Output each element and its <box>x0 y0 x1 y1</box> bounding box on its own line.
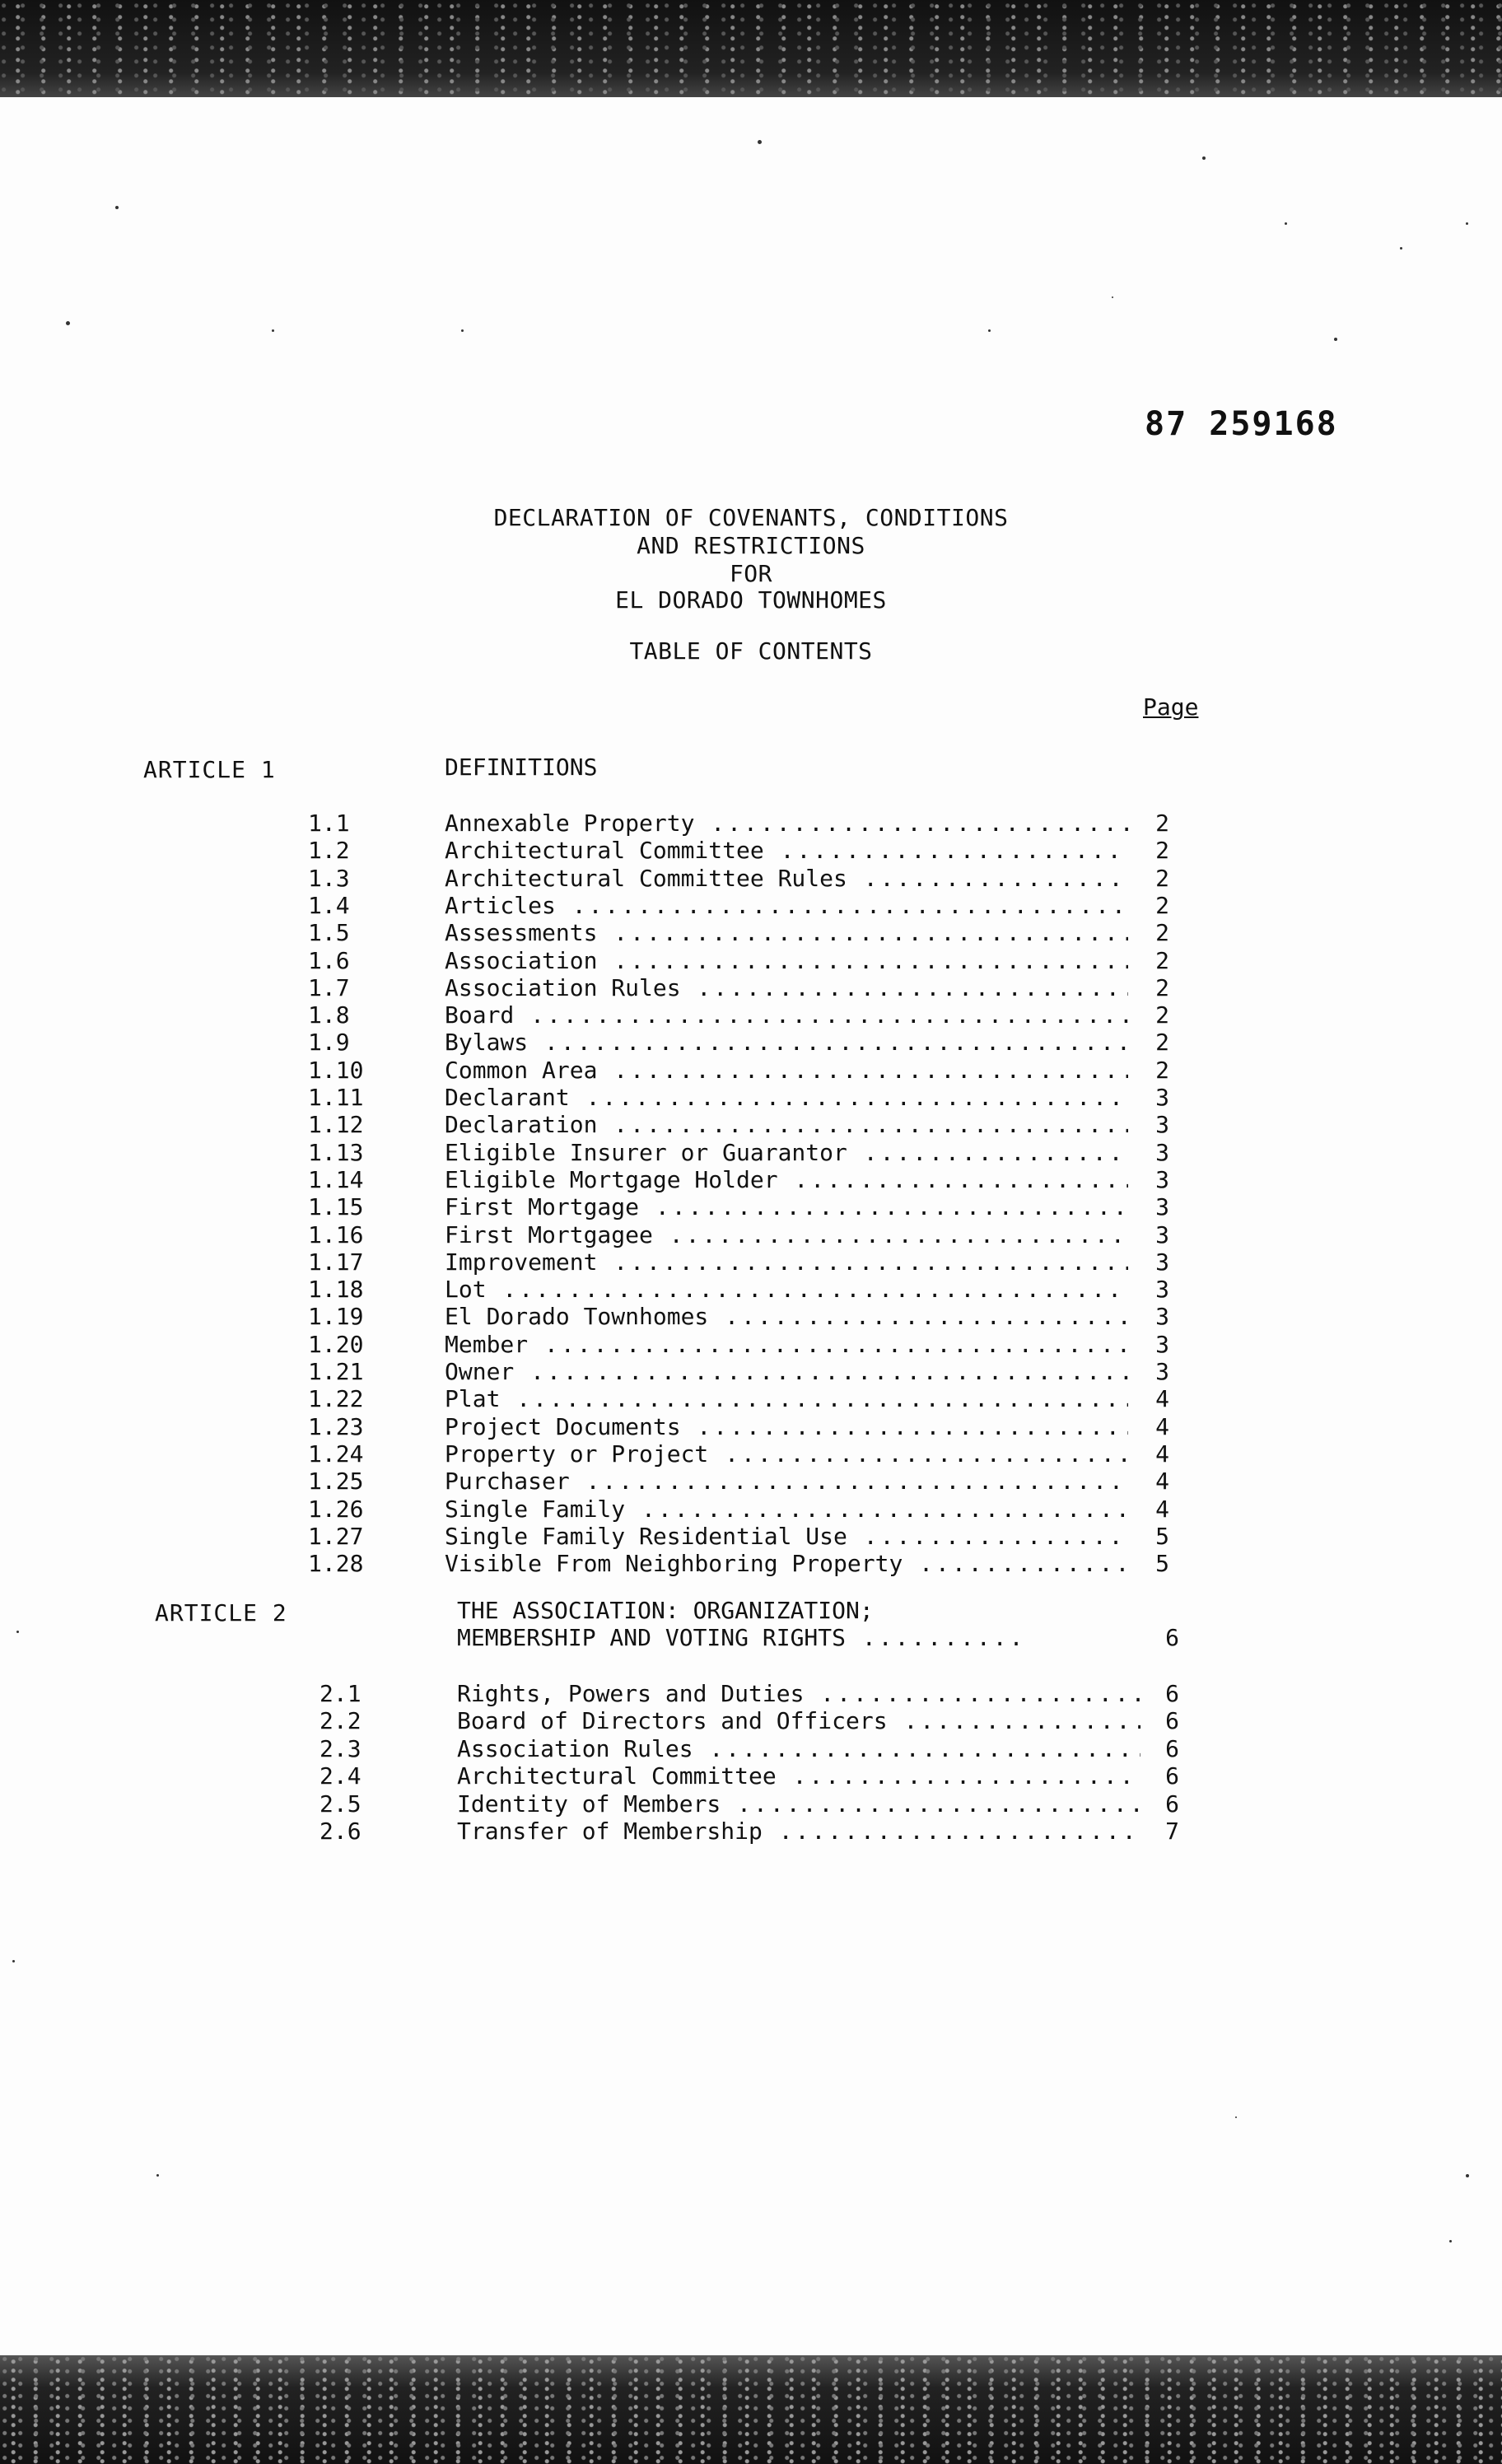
section-title: Common Area ..... <box>445 1057 1128 1084</box>
section-title: Bylaws ..... <box>445 1029 1128 1056</box>
title-line: EL DORADO TOWNHOMES <box>615 586 887 614</box>
page-number: 2 <box>1155 1029 1169 1057</box>
section-title: Member ..... <box>445 1331 1128 1358</box>
section-number: 2.3 <box>320 1734 362 1762</box>
page-number: 3 <box>1155 1276 1169 1304</box>
scan-speck <box>1202 156 1206 160</box>
page-number: 4 <box>1155 1385 1169 1413</box>
section-number: 2.4 <box>320 1762 362 1790</box>
section-title: Lot ..... <box>445 1276 1128 1303</box>
section-number: 1.1 <box>308 810 350 837</box>
section-number: 1.21 <box>308 1358 364 1385</box>
section-title: Single Family ..... <box>445 1496 1128 1523</box>
section-number: 1.8 <box>308 1001 350 1029</box>
article-heading-line: THE ASSOCIATION: ORGANIZATION; <box>457 1597 874 1624</box>
article-label: ARTICLE 2 <box>155 1599 287 1626</box>
page-number: 2 <box>1155 973 1169 1001</box>
section-title: Annexable Property ..... <box>445 810 1128 837</box>
section-title: Association Rules ..... <box>457 1735 1140 1762</box>
scan-border-bottom <box>0 2355 1502 2464</box>
section-number: 1.15 <box>308 1193 364 1221</box>
page-number: 3 <box>1155 1193 1169 1221</box>
title-line: AND RESTRICTIONS <box>637 532 865 559</box>
page-number: 2 <box>1155 891 1169 919</box>
scan-speck <box>16 1631 19 1633</box>
article-heading-line: DEFINITIONS <box>445 754 598 781</box>
scan-speck <box>1334 338 1337 341</box>
page-number: 2 <box>1155 837 1169 865</box>
section-title: Rights, Powers and Duties ..... <box>457 1680 1140 1707</box>
page-number: 4 <box>1155 1468 1169 1496</box>
page-number: 7 <box>1165 1818 1179 1845</box>
page-number: 3 <box>1155 1111 1169 1139</box>
scan-speck <box>1466 222 1468 225</box>
page-number: 5 <box>1155 1550 1169 1578</box>
section-number: 1.26 <box>308 1495 364 1523</box>
page-number: 2 <box>1155 810 1169 837</box>
section-title: Declarant ..... <box>445 1084 1128 1111</box>
toc-title: TABLE OF CONTENTS <box>629 637 873 665</box>
section-title: First Mortgage ..... <box>445 1193 1128 1220</box>
scan-speck <box>988 329 991 332</box>
section-title: Board ..... <box>445 1001 1128 1029</box>
page-number: 6 <box>1165 1762 1179 1790</box>
title-line: DECLARATION OF COVENANTS, CONDITIONS <box>493 504 1009 531</box>
section-number: 1.11 <box>308 1084 364 1111</box>
section-number: 1.9 <box>308 1029 350 1057</box>
scan-speck <box>1112 296 1113 298</box>
section-number: 1.6 <box>308 946 350 974</box>
section-number: 1.25 <box>308 1468 364 1496</box>
section-number: 1.18 <box>308 1276 364 1304</box>
page-number: 6 <box>1165 1707 1179 1735</box>
section-number: 1.3 <box>308 864 350 892</box>
section-title: Architectural Committee ..... <box>457 1762 1140 1790</box>
page-number: 2 <box>1155 1001 1169 1029</box>
page-number: 3 <box>1155 1084 1169 1111</box>
article-heading-page: 6 <box>1165 1624 1179 1651</box>
scan-speck <box>272 329 274 332</box>
page-number: 4 <box>1155 1412 1169 1440</box>
page-column-header: Page <box>1143 693 1199 721</box>
page-number: 2 <box>1155 864 1169 892</box>
page-number: 3 <box>1155 1248 1169 1276</box>
page-number: 5 <box>1155 1522 1169 1550</box>
section-title: Assessments ..... <box>445 919 1128 946</box>
document-number: 87 259168 <box>1145 405 1338 443</box>
page-number: 6 <box>1165 1790 1179 1818</box>
section-title: Declaration ..... <box>445 1111 1128 1138</box>
section-title: Owner ..... <box>445 1358 1128 1385</box>
scan-speck <box>12 1960 15 1962</box>
section-number: 1.7 <box>308 973 350 1001</box>
section-title: Architectural Committee Rules ..... <box>445 865 1128 892</box>
section-title: Transfer of Membership ..... <box>457 1818 1140 1845</box>
section-number: 1.4 <box>308 891 350 919</box>
section-title: Board of Directors and Officers ..... <box>457 1707 1140 1734</box>
section-number: 1.16 <box>308 1220 364 1248</box>
page-number: 3 <box>1155 1330 1169 1358</box>
page-number: 3 <box>1155 1220 1169 1248</box>
page-number: 4 <box>1155 1495 1169 1523</box>
section-title: Improvement ..... <box>445 1248 1128 1276</box>
section-number: 1.12 <box>308 1111 364 1139</box>
section-number: 1.14 <box>308 1165 364 1193</box>
page-number: 2 <box>1155 919 1169 947</box>
scan-speck <box>758 140 762 144</box>
page-number: 4 <box>1155 1440 1169 1468</box>
page-number: 3 <box>1155 1165 1169 1193</box>
section-title: Eligible Insurer or Guarantor ..... <box>445 1139 1128 1166</box>
section-title: Property or Project ..... <box>445 1440 1128 1468</box>
section-number: 2.1 <box>320 1680 362 1707</box>
section-title: Association Rules ..... <box>445 974 1128 1001</box>
section-number: 1.20 <box>308 1330 364 1358</box>
section-title: Project Documents ..... <box>445 1413 1128 1440</box>
section-number: 1.27 <box>308 1522 364 1550</box>
section-title: Identity of Members ..... <box>457 1790 1140 1818</box>
page-number: 3 <box>1155 1303 1169 1331</box>
section-number: 2.6 <box>320 1818 362 1845</box>
page-number: 2 <box>1155 946 1169 974</box>
scan-speck <box>156 2174 159 2177</box>
section-title: Association ..... <box>445 947 1128 974</box>
section-number: 1.19 <box>308 1303 364 1331</box>
section-number: 1.24 <box>308 1440 364 1468</box>
scan-speck <box>1285 222 1287 225</box>
page-number: 3 <box>1155 1138 1169 1166</box>
page-number: 6 <box>1165 1734 1179 1762</box>
section-title: Visible From Neighboring Property ..... <box>445 1550 1128 1577</box>
section-title: Eligible Mortgage Holder ..... <box>445 1166 1128 1193</box>
scan-speck <box>1466 2174 1469 2177</box>
page-number: 2 <box>1155 1056 1169 1084</box>
section-number: 1.23 <box>308 1412 364 1440</box>
section-title: El Dorado Townhomes ..... <box>445 1303 1128 1330</box>
section-number: 2.2 <box>320 1707 362 1735</box>
section-title: Purchaser ..... <box>445 1468 1128 1495</box>
scan-speck <box>1400 247 1402 250</box>
section-title: Plat ..... <box>445 1385 1128 1412</box>
section-title: First Mortgagee ..... <box>445 1221 1128 1248</box>
section-number: 2.5 <box>320 1790 362 1818</box>
scan-speck <box>1235 2116 1237 2118</box>
page-number: 3 <box>1155 1358 1169 1385</box>
article-heading-line: MEMBERSHIP AND VOTING RIGHTS .......... <box>457 1624 1026 1651</box>
section-number: 1.13 <box>308 1138 364 1166</box>
title-line: FOR <box>729 560 773 587</box>
scan-speck <box>115 206 119 209</box>
scan-speck <box>461 329 464 332</box>
scan-speck <box>66 321 70 325</box>
section-title: Single Family Residential Use ..... <box>445 1523 1128 1550</box>
scan-border-top <box>0 0 1502 97</box>
section-number: 1.5 <box>308 919 350 947</box>
article-label: ARTICLE 1 <box>143 756 276 783</box>
section-number: 1.22 <box>308 1385 364 1413</box>
page-number: 6 <box>1165 1680 1179 1707</box>
section-title: Articles ..... <box>445 892 1128 919</box>
section-number: 1.10 <box>308 1056 364 1084</box>
section-number: 1.28 <box>308 1550 364 1578</box>
section-title: Architectural Committee ..... <box>445 837 1128 864</box>
scan-speck <box>1449 2240 1452 2242</box>
section-number: 1.17 <box>308 1248 364 1276</box>
section-number: 1.2 <box>308 837 350 865</box>
